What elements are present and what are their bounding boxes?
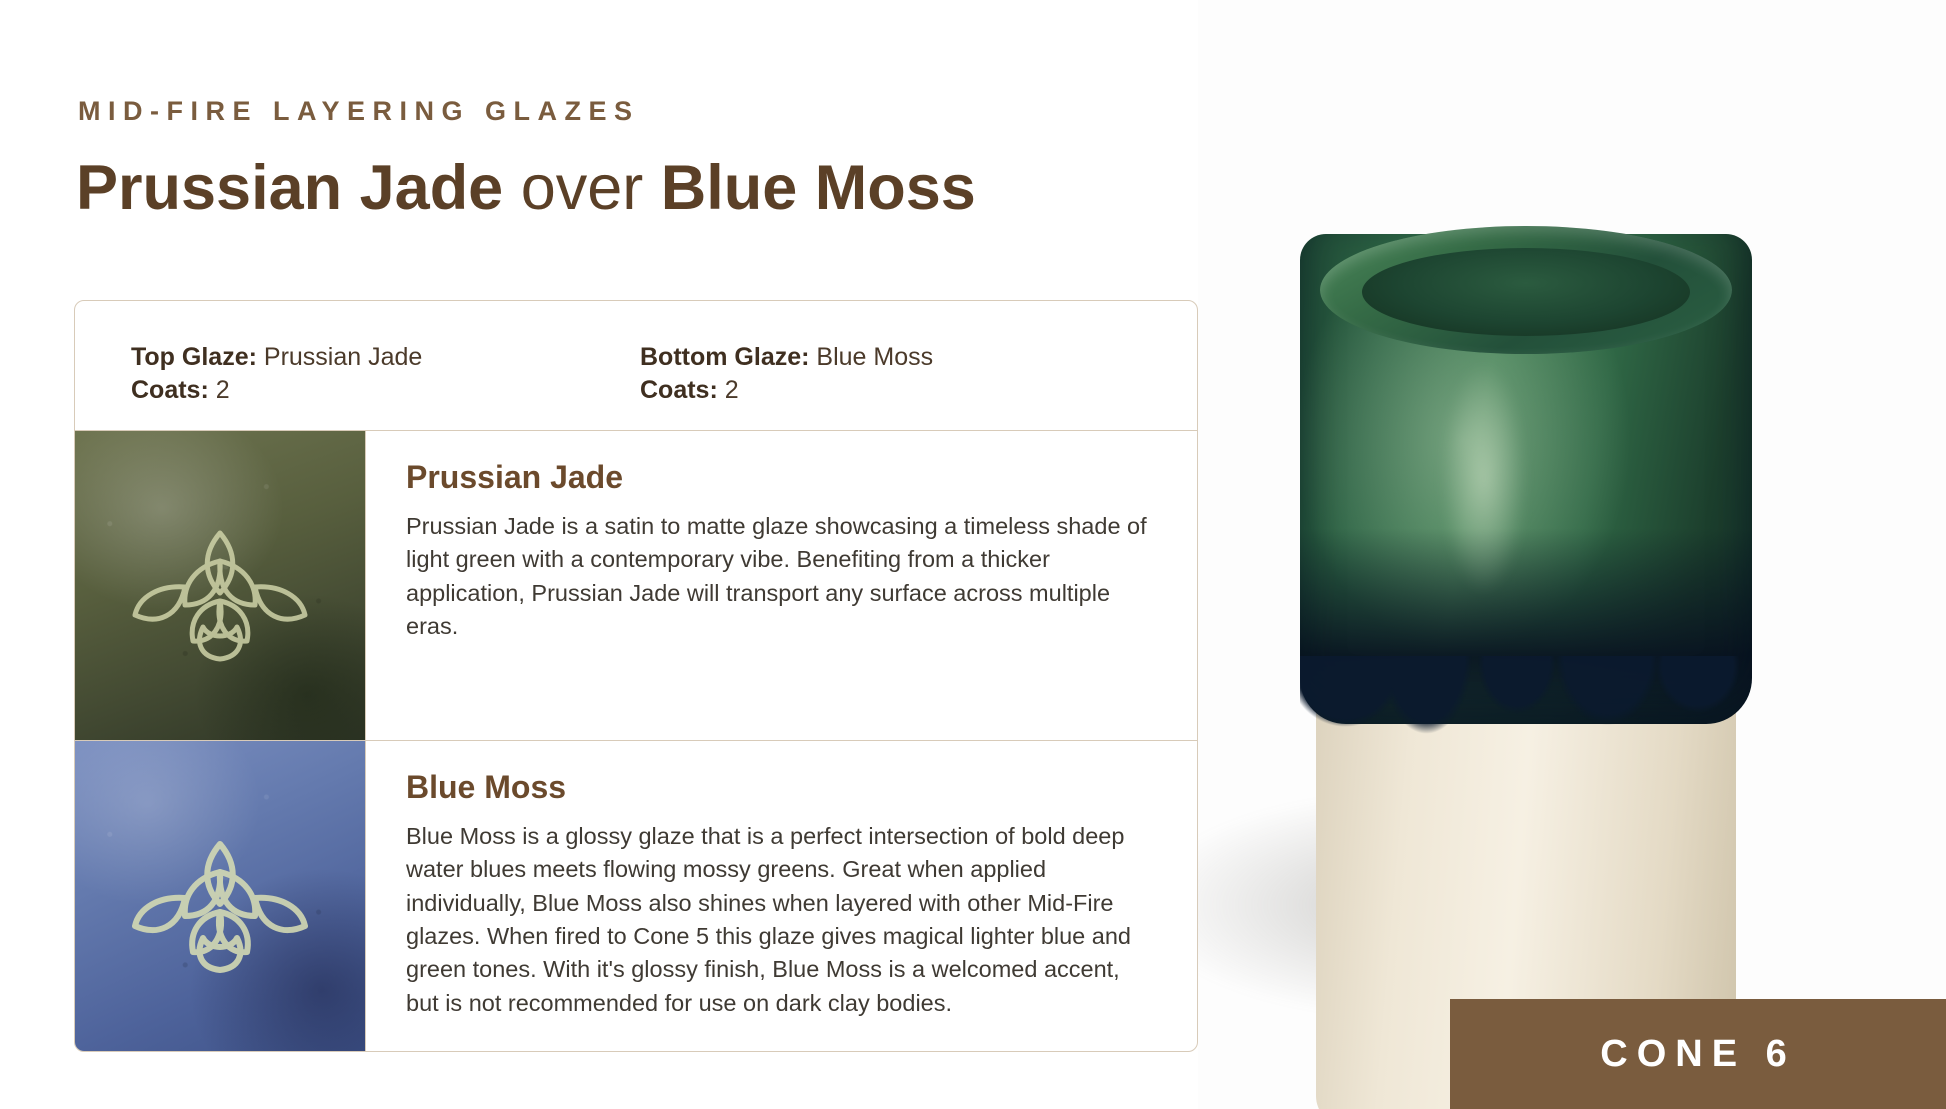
prussian-jade-tile-swatch	[75, 431, 365, 740]
top-glaze-value: Prussian Jade	[263, 343, 423, 371]
blue-moss-tile-swatch	[75, 741, 365, 1052]
glaze-row	[75, 741, 1197, 1052]
status-badge: CONE 6	[1450, 999, 1946, 1109]
bottom-glaze-value: Blue Moss	[816, 343, 934, 371]
lotus-relief-icon	[105, 501, 335, 671]
bottom-coats-label: Coats:	[640, 376, 718, 405]
glaze-row-body	[365, 741, 1197, 1052]
glaze-details-card	[74, 300, 1198, 1052]
glaze-row	[75, 431, 1197, 741]
page-title-top-glaze: Prussian Jade	[76, 153, 504, 223]
page-title	[76, 152, 976, 224]
glaze-name: Blue Moss	[406, 769, 567, 805]
glaze-drip-edge	[1300, 656, 1752, 776]
lotus-relief-icon	[105, 812, 335, 982]
bottom-coats-value: 2	[724, 376, 739, 405]
glaze-summary-header	[75, 301, 1197, 431]
glaze-row-body	[365, 431, 1197, 740]
top-coats-value: 2	[215, 376, 230, 405]
glaze-highlight	[1424, 346, 1544, 676]
page-title-connector: over	[503, 153, 661, 223]
eyebrow-label: MID-FIRE LAYERING GLAZES	[78, 96, 640, 126]
glaze-name: Prussian Jade	[406, 459, 623, 495]
top-glaze-label: Top Glaze:	[131, 343, 257, 371]
top-coats-label: Coats:	[131, 376, 209, 405]
bottom-glaze-summary	[640, 341, 933, 408]
layered-glaze-test-cup	[1198, 0, 1946, 1109]
ceramic-cup	[1234, 226, 1824, 1109]
cup-interior	[1362, 248, 1690, 336]
top-glaze-summary	[131, 341, 422, 408]
glaze-description: Prussian Jade is a satin to matte glaze showcasing a timeless shade of light green with a contemporary vibe. Benefiting from a thicker application, Prussian Jade will transport any surface across multiple eras.	[406, 513, 1147, 640]
bottom-glaze-label: Bottom Glaze:	[640, 343, 810, 371]
glaze-description: Blue Moss is a glossy glaze that is a perfect intersection of bold deep water blues meets flowing mossy greens. Great when applied individually, Blue Moss also shines when layered with other Mid-Fire glazes. When fired to Cone 5 this glaze gives magical lighter blue and green tones. With it's glossy finish, Blue Moss is a welcomed accent, but is not recommended for use on dark clay bodies.	[406, 823, 1131, 1016]
page-title-bottom-glaze: Blue Moss	[660, 153, 976, 223]
